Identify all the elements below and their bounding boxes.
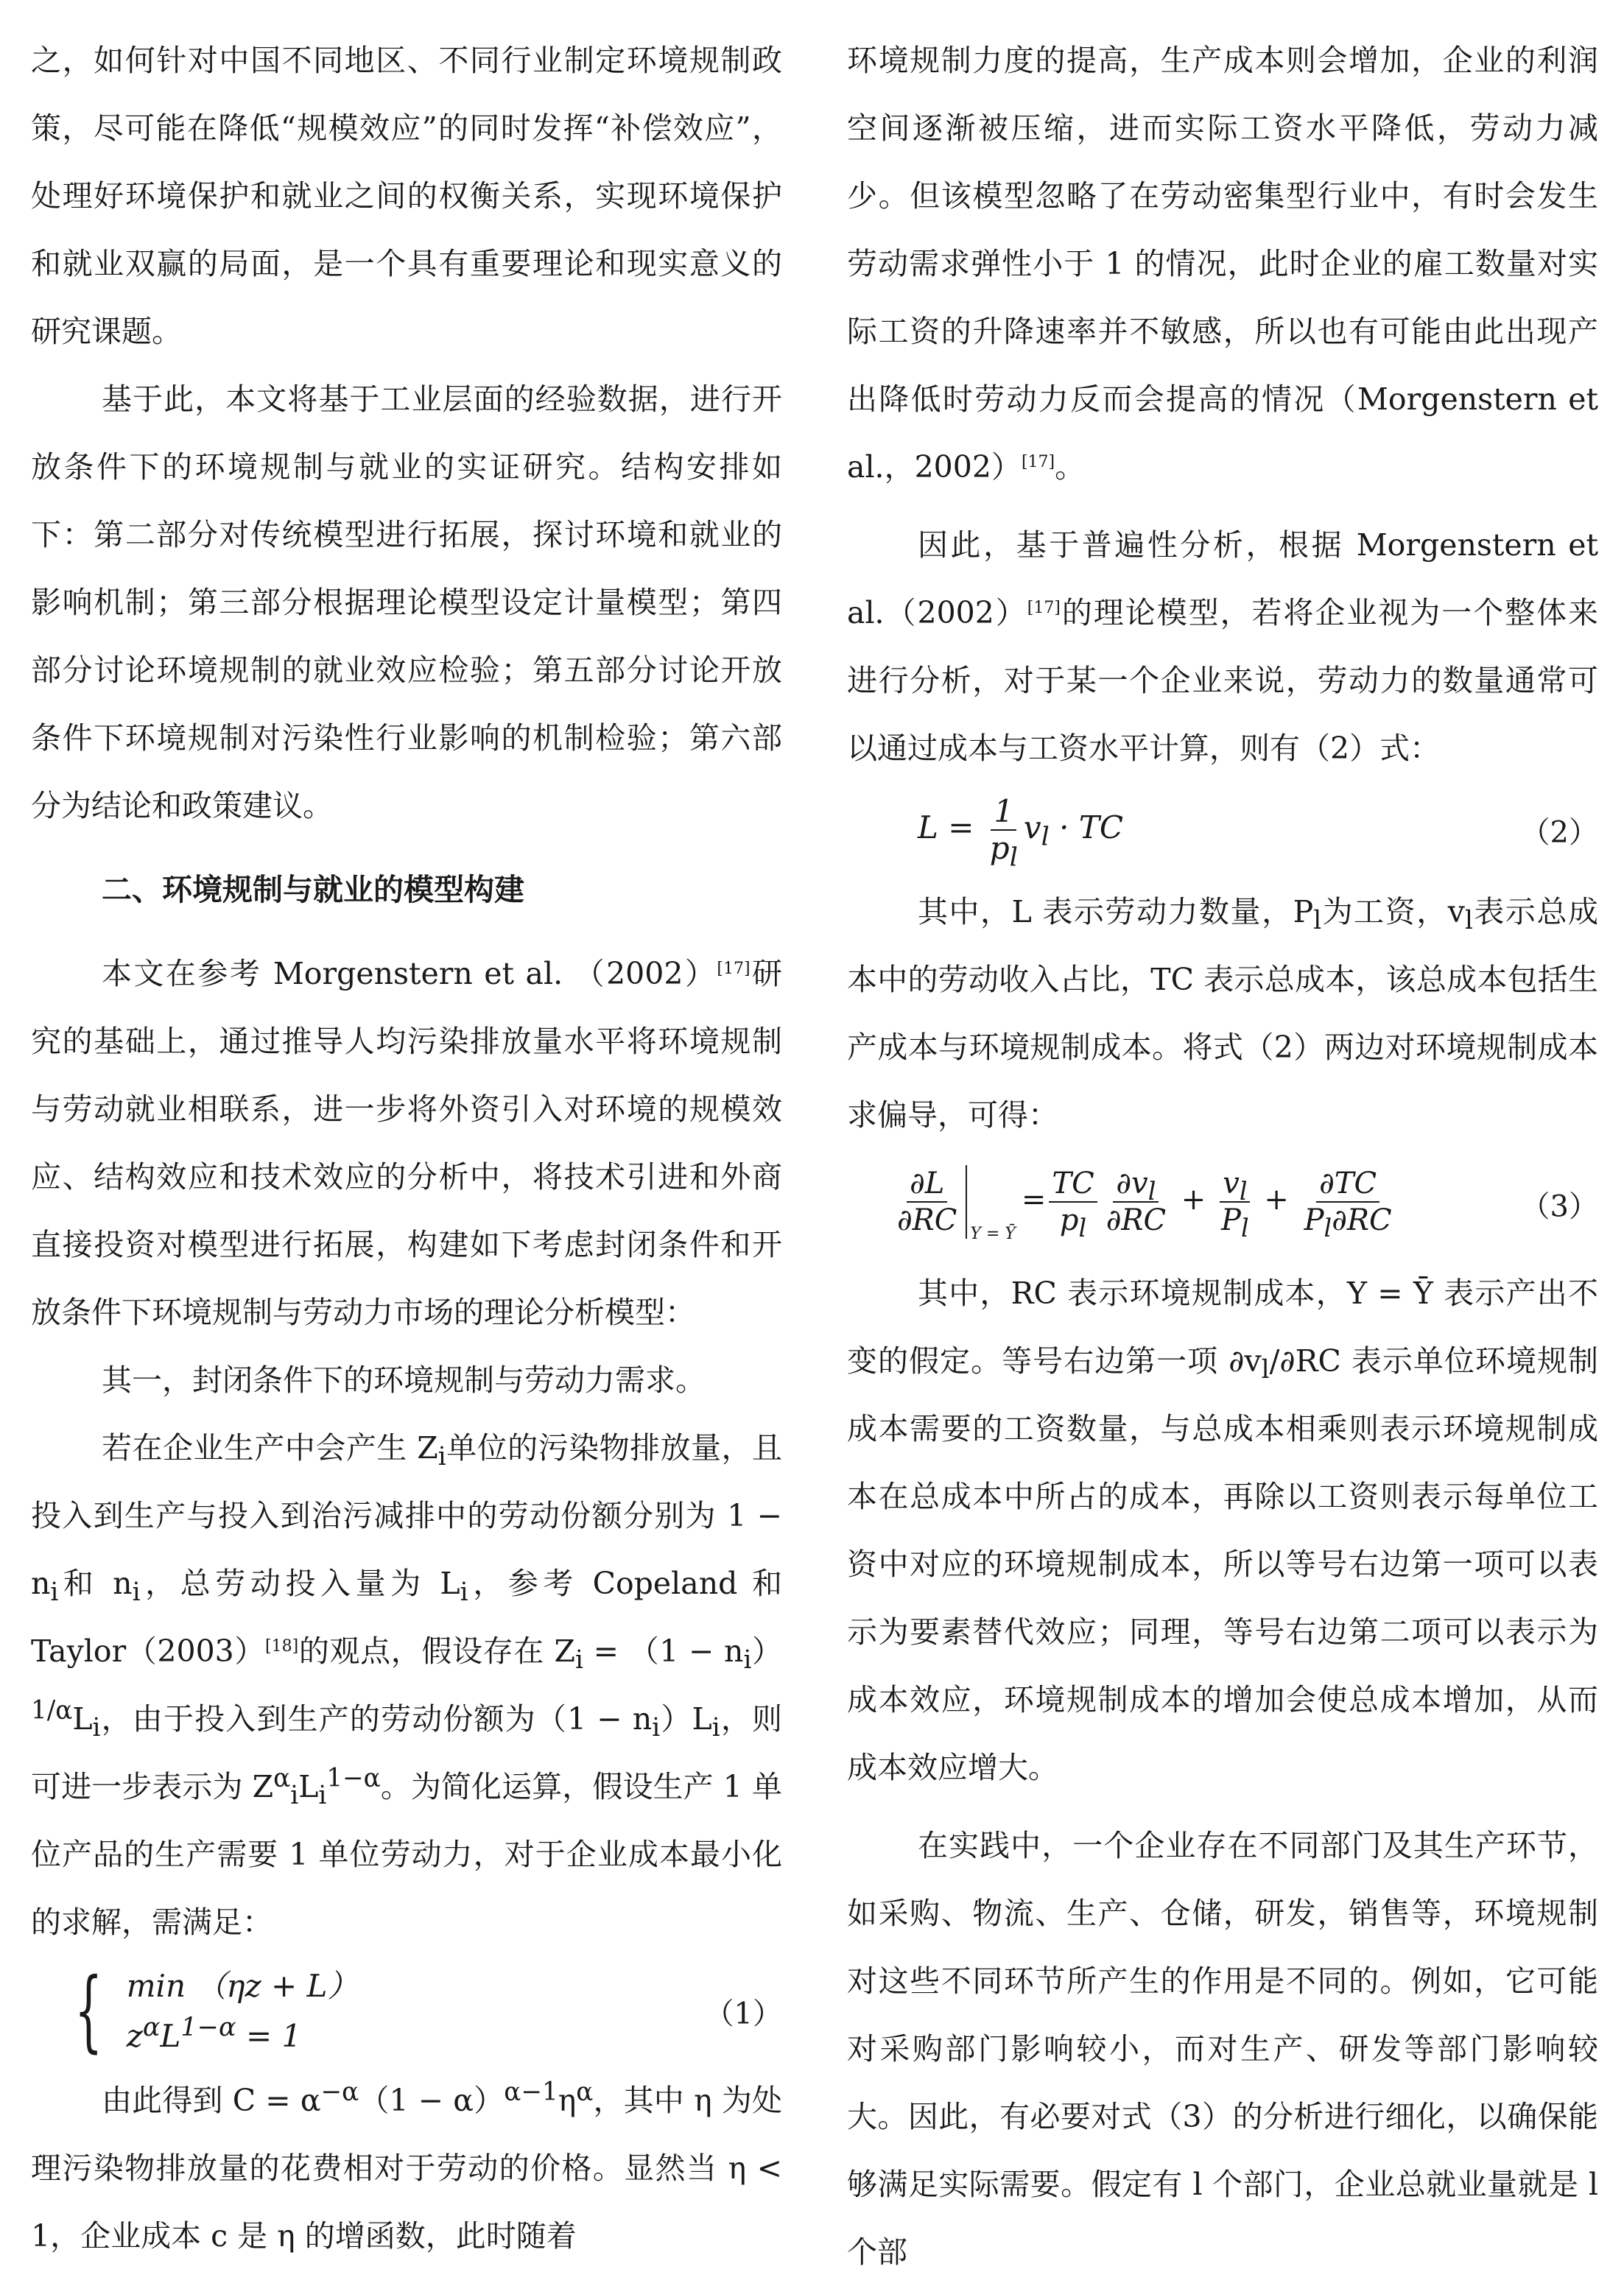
paragraph-closed-condition: 其一，封闭条件下的环境规制与劳动力需求。 bbox=[102, 1362, 706, 1398]
paragraph-departments: 在实践中，一个企业存在不同部门及其生产环节，如采购、物流、生产、仓储，研发，销售等，环境规制对这些不同环节所产生的作用是不同的。例如，它可能对采购部门影响较小，而对生产、研发等部门影响较大。因此，有必要对式（3）的分析进行细化，以确保能够满足实际需要。假定有 l 个部门，企业总就业量就是 l 个部 bbox=[847, 1828, 1598, 2270]
section-heading: 二、环境规制与就业的模型构建 bbox=[102, 872, 524, 907]
paragraph-morgenstern-model: 因此，基于普遍性分析，根据 Morgenstern et al.（2002）[17]的理论模型，若将企业视为一个整体来进行分析，对于某一个企业来说，劳动力的数量通常可以通过成本与工资水平计算，则有（2）式： bbox=[847, 527, 1599, 766]
paragraph-cost-result: 由此得到 $C = \alpha^{-\alpha}(1 - \alpha)^{\alpha-1}\eta^\alpha$，其中 η 为处理污染物排放量的花费相对于劳动的价格。显然当 η < 1，企业成本 c 是 η 的增函数，此时随着 bbox=[31, 2077, 782, 2254]
citation-17: [17] bbox=[1027, 599, 1061, 617]
paragraph-effect-interpretation: 其中，RC 表示环境规制成本，Y = Ȳ 表示产出不变的假定。等号右边第一项 $\partial v_l/\partial RC$ 表示单位环境规制成本需要的工资数量，与总成本相乘则表示环境规制成本在总成本中所占的成本，再除以工资则表示每单位工资中对应的环境规制成本，所以等号右边第一项可以表示为要素替代效应；同理，等号右边第二项可以表示为成本效应，环境规制成本的增加会使总成本增加，从而成本效应增大。 bbox=[847, 1276, 1598, 1785]
equation-2-number: （2） bbox=[1520, 815, 1598, 850]
paragraph-variable-definitions: 其中，L 表示劳动力数量，$P_l$为工资，$v_l$表示总成本中的劳动收入占比，TC 表示总成本，该总成本包括生产成本与环境规制成本。将式（2）两边对环境规制成本求偏导，可得： bbox=[847, 894, 1598, 1133]
paragraph-structure: 基于此，本文将基于工业层面的经验数据，进行开放条件下的环境规制与就业的实证研究。结构安排如下：第二部分对传统模型进行拓展，探讨环境和就业的影响机制；第三部分根据理论模型设定计量模型；第四部分讨论环境规制的就业效应检验；第五部分讨论开放条件下环境规制对污染性行业影响的机制检验；第六部分为结论和政策建议。 bbox=[31, 381, 782, 823]
citation-17: [17] bbox=[1021, 453, 1055, 471]
equation-1: { min （ηz + L） $z^\alpha L^{1-\alpha} = 1$ （1） bbox=[74, 1960, 782, 2062]
equation-1-number: （1） bbox=[704, 1997, 782, 2031]
citation-18: [18] bbox=[265, 1637, 299, 1656]
left-brace: { bbox=[74, 1960, 103, 2062]
equation-3-number: （3） bbox=[1520, 1189, 1598, 1224]
paragraph-pollution-model: 若在企业生产中会产生 $Z_i$单位的污染物排放量，且投入到生产与投入到治污减排中的劳动份额分别为 $1 - n_i$和 $n_i$，总劳动投入量为 $L_i$，参考 Copeland 和 Taylor（2003）[18]的观点，假设存在 $Z_i = (1 - n_i)^{1/\alpha}L_i$，由于投入到生产的劳动份额为$(1 - n_i)L_i$，则可进一步表示为 $Z^\alpha_iL_i^{1-\alpha}$。为简化运算，假设生产 1 单位产品的生产需要 1 单位劳动力，对于企业成本最小化的求解，需满足： bbox=[31, 1430, 783, 1940]
paragraph-model-intro: 本文在参考 Morgenstern et al. （2002）[17]研究的基础上，通过推导人均污染排放量水平将环境规制与劳动就业相联系，进一步将外资引入对环境的规模效应、结构效应和技术效应的分析中，将技术引进和外商直接投资对模型进行拓展，构建如下考虑封闭条件和开放条件下环境规制与劳动力市场的理论分析模型： bbox=[31, 956, 783, 1330]
paragraph-wage-effect: 环境规制力度的提高，生产成本则会增加，企业的利润空间逐渐被压缩，进而实际工资水平降低，劳动力减少。但该模型忽略了在劳动密集型行业中，有时会发生劳动需求弹性小于 1 的情况，此时企业的雇工数量对实际工资的升降速率并不敏感，所以也有可能由此出现产出降低时劳动力反而会提高的情况（Morgenstern et al.，2002）[17]。 bbox=[847, 43, 1598, 485]
equation-2: L = $\frac{1}{p_l}$ $v_l$ · TC （2） bbox=[918, 793, 1598, 873]
paragraph-intro-continued: 之，如何针对中国不同地区、不同行业制定环境规制政策，尽可能在降低“规模效应”的同时发挥“补偿效应”，处理好环境保护和就业之间的权衡关系，实现环境保护和就业双赢的局面，是一个具有重要理论和现实意义的研究课题。 bbox=[31, 43, 782, 349]
left-column bbox=[31, 27, 782, 2270]
equation-3: $\frac{\partial L}{\partial RC}$ Y = Ȳ= $\frac{TC}{p_l}$ $\frac{\partial v_l}{\partial RC}$ + $\frac{v_l}{P_l}$ + $\frac{\partial TC}{P_l\partial RC}$ （3） bbox=[897, 1167, 1598, 1243]
right-column bbox=[847, 27, 1598, 2286]
citation-17: [17] bbox=[717, 960, 751, 978]
